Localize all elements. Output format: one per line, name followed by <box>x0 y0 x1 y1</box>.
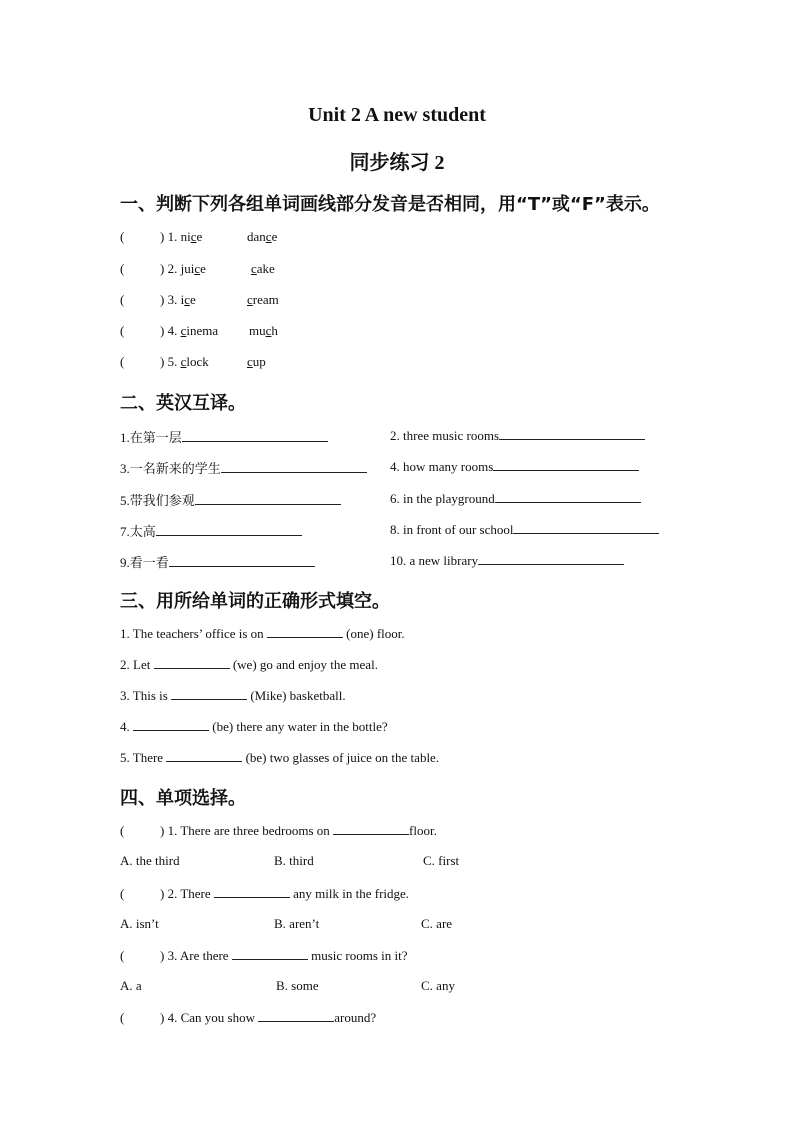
s4-question-4: ( ) 4. Can you show around? <box>120 1010 377 1025</box>
answer-paren[interactable]: ( <box>120 354 125 369</box>
s3-item-4: 4. (be) there any water in the bottle? <box>120 719 388 734</box>
s4-option-3a[interactable]: A. a <box>120 978 142 993</box>
answer-blank[interactable] <box>221 460 367 473</box>
answer-paren[interactable]: ( <box>120 229 125 244</box>
s4-option-3c[interactable]: C. any <box>421 978 455 993</box>
s2-right-2: 2. three music rooms <box>390 427 645 444</box>
section-2-heading: 二、英汉互译。 <box>120 393 246 414</box>
s1-item-3: ( ) 3. ice cream <box>120 292 279 307</box>
answer-paren[interactable]: ( <box>120 292 125 307</box>
answer-paren[interactable]: ( <box>120 823 125 838</box>
s1-item-1: ( ) 1. nice dance <box>120 229 278 244</box>
s4-option-3b[interactable]: B. some <box>276 978 319 993</box>
s4-option-1c[interactable]: C. first <box>423 853 460 868</box>
s4-question-1: ( ) 1. There are three bedrooms on floor. <box>120 823 437 838</box>
section-3-heading: 三、用所给单词的正确形式填空。 <box>120 591 390 612</box>
s3-item-3: 3. This is (Mike) basketball. <box>120 688 346 703</box>
s3-item-5: 5. There (be) two glasses of juice on the table. <box>120 750 440 765</box>
answer-blank[interactable] <box>258 1009 334 1022</box>
s2-left-1: 1.在第一层 <box>120 427 328 446</box>
s1-item-2: ( ) 2. juice cake <box>120 261 275 276</box>
answer-blank[interactable] <box>195 492 341 505</box>
section-4-heading: 四、单项选择。 <box>120 788 246 809</box>
answer-paren[interactable]: ( <box>120 323 125 338</box>
answer-paren[interactable]: ( <box>120 1010 125 1025</box>
answer-blank[interactable] <box>333 822 409 835</box>
s2-left-3: 3.一名新来的学生 <box>120 458 367 477</box>
s2-left-7: 7.太高 <box>120 521 302 540</box>
page-title: Unit 2 A new student <box>308 104 486 126</box>
s2-right-10: 10. a new library <box>390 552 624 569</box>
answer-blank[interactable] <box>154 656 230 669</box>
answer-blank[interactable] <box>495 490 641 503</box>
answer-blank[interactable] <box>499 427 645 440</box>
answer-blank[interactable] <box>156 523 302 536</box>
answer-blank[interactable] <box>214 885 290 898</box>
answer-blank[interactable] <box>133 718 209 731</box>
s2-right-8: 8. in front of our school <box>390 521 659 538</box>
answer-blank[interactable] <box>166 749 242 762</box>
s4-option-2a[interactable]: A. isn’t <box>120 916 159 931</box>
s4-option-2c[interactable]: C. are <box>421 916 453 931</box>
s2-right-4: 4. how many rooms <box>390 458 639 475</box>
answer-blank[interactable] <box>267 625 343 638</box>
answer-blank[interactable] <box>171 687 247 700</box>
answer-blank[interactable] <box>493 458 639 471</box>
answer-paren[interactable]: ( <box>120 886 125 901</box>
s4-question-2: ( ) 2. There any milk in the fridge. <box>120 886 410 901</box>
answer-blank[interactable] <box>182 429 328 442</box>
s4-question-3: ( ) 3. Are there music rooms in it? <box>120 948 408 963</box>
answer-blank[interactable] <box>232 947 308 960</box>
answer-paren[interactable]: ( <box>120 261 125 276</box>
section-1-heading: 一、判断下列各组单词画线部分发音是否相同，用“T”或“F”表示。 <box>120 194 660 215</box>
answer-blank[interactable] <box>169 554 315 567</box>
s3-item-2: 2. Let (we) go and enjoy the meal. <box>120 657 378 672</box>
page-subtitle: 同步练习 2 <box>349 152 445 174</box>
s4-option-1b[interactable]: B. third <box>274 853 314 868</box>
s2-left-9: 9.看一看 <box>120 552 315 571</box>
answer-paren[interactable]: ( <box>120 948 125 963</box>
s1-item-4: ( ) 4. cinema much <box>120 323 278 338</box>
s2-left-5: 5.带我们参观 <box>120 490 341 509</box>
s3-item-1: 1. The teachers’ office is on (one) floor. <box>120 626 405 641</box>
s2-right-6: 6. in the playground <box>390 490 641 507</box>
answer-blank[interactable] <box>513 521 659 534</box>
s1-item-5: ( ) 5. clock cup <box>120 354 266 369</box>
s4-option-1a[interactable]: A. the third <box>120 853 180 868</box>
s4-option-2b[interactable]: B. aren’t <box>274 916 320 931</box>
answer-blank[interactable] <box>478 552 624 565</box>
